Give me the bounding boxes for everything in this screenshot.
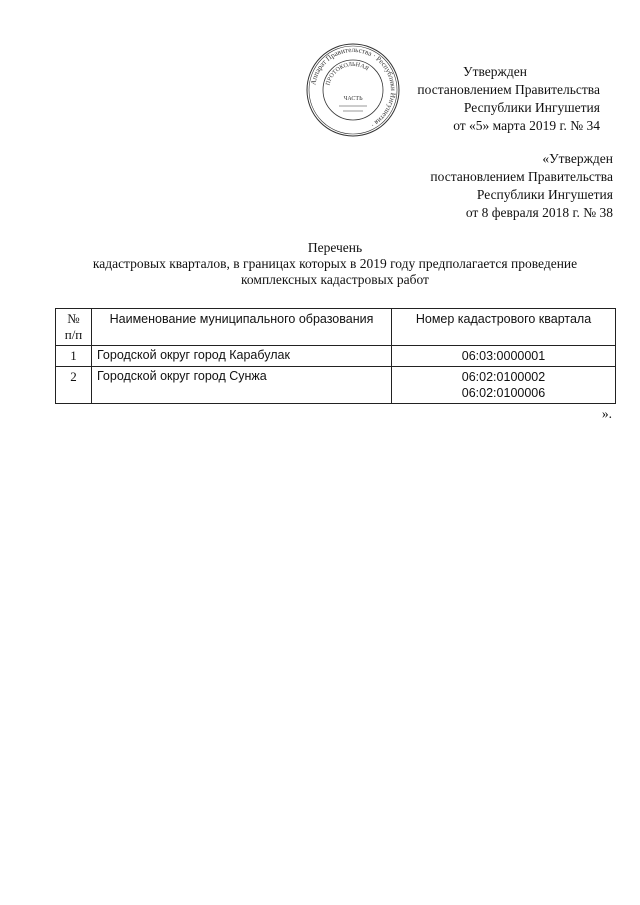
header-num-line2: п/п [64, 327, 83, 342]
title-heading: Перечень [307, 240, 363, 255]
header-name: Наименование муниципального образования [92, 309, 392, 346]
row-name: Городской округ город Карабулак [92, 346, 392, 367]
title-line2: кадастровых кварталов, в границах которых в 2019 году предполагается проведение [92, 256, 578, 271]
row-quarters [392, 346, 616, 367]
title-line3: комплексных кадастровых работ [241, 272, 429, 287]
header-quarter: Номер кадастрового квартала [392, 309, 616, 346]
table-row [56, 346, 616, 367]
row-quarters [392, 367, 616, 404]
quarter-number: 06:03:0000001 [461, 349, 546, 363]
stamp-inner-text: ПРОТОКОЛЬНАЯ [325, 61, 370, 87]
header-num-line1: № [67, 311, 80, 326]
row-num: 2 [56, 367, 92, 404]
header-num [56, 309, 92, 346]
approval-current-line3: Республики Ингушетия [463, 100, 600, 115]
approval-current-line2: постановлением Правительства [417, 82, 600, 97]
quarter-number: 06:02:0100002 [461, 370, 546, 384]
approval-current-line4: от «5» марта 2019 г. № 34 [453, 118, 600, 133]
approval-previous-line2: постановлением Правительства [430, 169, 613, 184]
approval-previous-line4: от 8 февраля 2018 г. № 38 [465, 205, 613, 220]
approval-block-current [340, 63, 600, 135]
table-header-row [56, 309, 616, 346]
approval-current-line1: Утвержден [463, 64, 527, 79]
document-title [40, 240, 630, 288]
stamp-outer-text: Аппарат Правительства · Республики Ингушетия · [309, 45, 398, 130]
svg-text:ЧАСТЬ: ЧАСТЬ [343, 96, 363, 102]
approval-previous-line3: Республики Ингушетия [476, 187, 613, 202]
row-num: 1 [56, 346, 92, 367]
quarter-number: 06:02:0100006 [461, 386, 546, 400]
closing-quote: ». [601, 406, 612, 421]
table-row [56, 367, 616, 404]
approval-block-previous [353, 150, 613, 222]
row-name: Городской округ город Сунжа [92, 367, 392, 404]
approval-previous-line1: «Утвержден [542, 151, 613, 166]
cadastral-quarters-table [55, 308, 616, 404]
